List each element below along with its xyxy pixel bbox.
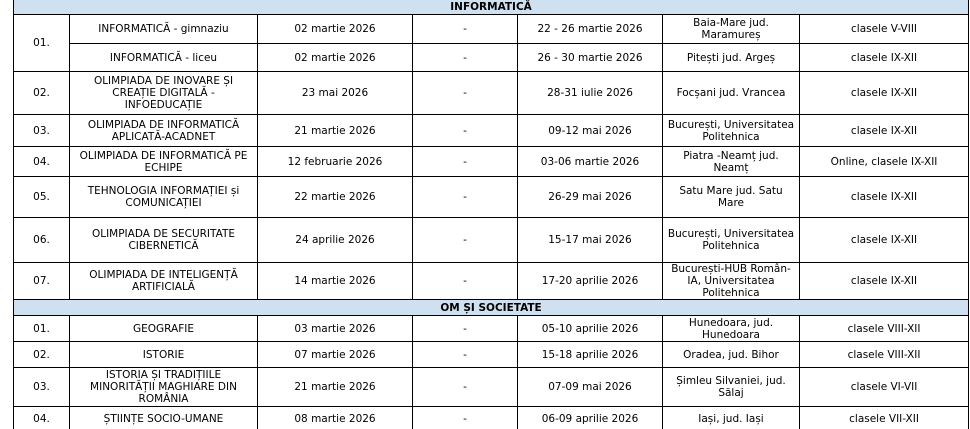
table-row (14, 115, 969, 147)
row-number: 01. (14, 316, 70, 342)
final-location: Satu Mare jud. Satu Mare (663, 177, 800, 218)
table-row (14, 44, 969, 72)
table-row (14, 218, 969, 263)
section-header-om-si-societate (14, 300, 969, 316)
olympiad-schedule-table (13, 0, 969, 429)
table-row (14, 72, 969, 115)
local-stage-date: 08 martie 2026 (258, 407, 413, 429)
competition-name: TEHNOLOGIA INFORMAȚIEI și COMUNICAȚIEI (70, 177, 258, 218)
local-stage-date: 23 mai 2026 (258, 72, 413, 115)
competition-name: GEOGRAFIE (70, 316, 258, 342)
local-stage-date: 22 martie 2026 (258, 177, 413, 218)
eligibility: clasele IX-XII (800, 72, 969, 115)
competition-name: INFORMATICĂ - gimnaziu (70, 15, 258, 44)
final-stage-date: 09-12 mai 2026 (518, 115, 663, 147)
competition-name: OLIMPIADA DE INTELIGENȚĂ ARTIFICIALĂ (70, 263, 258, 300)
stage-dash: - (413, 44, 518, 72)
final-stage-date: 17-20 aprilie 2026 (518, 263, 663, 300)
stage-dash: - (413, 316, 518, 342)
table-row (14, 407, 969, 429)
local-stage-date: 07 martie 2026 (258, 342, 413, 368)
competition-name: INFORMATICĂ - liceu (70, 44, 258, 72)
local-stage-date: 14 martie 2026 (258, 263, 413, 300)
stage-dash: - (413, 177, 518, 218)
stage-dash: - (413, 407, 518, 429)
competition-name: OLIMPIADA DE SECURITATE CIBERNETICĂ (70, 218, 258, 263)
local-stage-date: 12 februarie 2026 (258, 147, 413, 177)
final-location: Iași, jud. Iași (663, 407, 800, 429)
local-stage-date: 24 aprilie 2026 (258, 218, 413, 263)
table-row (14, 263, 969, 300)
final-stage-date: 26 - 30 martie 2026 (518, 44, 663, 72)
eligibility: clasele IX-XII (800, 115, 969, 147)
eligibility: Online, clasele IX-XII (800, 147, 969, 177)
eligibility: clasele IX-XII (800, 44, 969, 72)
eligibility: clasele VII-XII (800, 407, 969, 429)
final-location: Oradea, jud. Bihor (663, 342, 800, 368)
section-title: INFORMATICĂ (14, 0, 969, 15)
eligibility: clasele IX-XII (800, 177, 969, 218)
local-stage-date: 03 martie 2026 (258, 316, 413, 342)
row-number: 03. (14, 115, 70, 147)
row-number: 03. (14, 368, 70, 407)
final-location: București, Universitatea Politehnica (663, 218, 800, 263)
final-location: București-HUB Român-IA, Universitatea Politehnica (663, 263, 800, 300)
stage-dash: - (413, 368, 518, 407)
eligibility: clasele VIII-XII (800, 342, 969, 368)
final-location: Hunedoara, jud. Hunedoara (663, 316, 800, 342)
section-title: OM ȘI SOCIETATE (14, 300, 969, 316)
local-stage-date: 02 martie 2026 (258, 44, 413, 72)
final-stage-date: 22 - 26 martie 2026 (518, 15, 663, 44)
table-row (14, 368, 969, 407)
row-number: 02. (14, 342, 70, 368)
competition-name: OLIMPIADA DE INFORMATICĂ PE ECHIPE (70, 147, 258, 177)
table-row (14, 316, 969, 342)
final-stage-date: 15-17 mai 2026 (518, 218, 663, 263)
final-stage-date: 03-06 martie 2026 (518, 147, 663, 177)
final-location: Șimleu Silvaniei, jud. Sălaj (663, 368, 800, 407)
final-stage-date: 05-10 aprilie 2026 (518, 316, 663, 342)
final-location: Baia-Mare jud. Maramureș (663, 15, 800, 44)
local-stage-date: 02 martie 2026 (258, 15, 413, 44)
row-number: 06. (14, 218, 70, 263)
stage-dash: - (413, 263, 518, 300)
eligibility: clasele IX-XII (800, 218, 969, 263)
competition-name: ȘTIINȚE SOCIO-UMANE (70, 407, 258, 429)
final-stage-date: 06-09 aprilie 2026 (518, 407, 663, 429)
stage-dash: - (413, 147, 518, 177)
final-stage-date: 28-31 iulie 2026 (518, 72, 663, 115)
stage-dash: - (413, 115, 518, 147)
stage-dash: - (413, 218, 518, 263)
eligibility: clasele IX-XII (800, 263, 969, 300)
stage-dash: - (413, 72, 518, 115)
local-stage-date: 21 martie 2026 (258, 368, 413, 407)
eligibility: clasele VI-VII (800, 368, 969, 407)
row-number: 07. (14, 263, 70, 300)
eligibility: clasele VIII-XII (800, 316, 969, 342)
row-number: 04. (14, 147, 70, 177)
row-number: 02. (14, 72, 70, 115)
table-row (14, 147, 969, 177)
final-stage-date: 15-18 aprilie 2026 (518, 342, 663, 368)
row-number: 04. (14, 407, 70, 429)
final-location: București, Universitatea Politehnica (663, 115, 800, 147)
final-location: Piatra -Neamț jud. Neamț (663, 147, 800, 177)
row-number: 05. (14, 177, 70, 218)
stage-dash: - (413, 15, 518, 44)
table-row (14, 177, 969, 218)
table-row (14, 15, 969, 44)
final-location: Focșani jud. Vrancea (663, 72, 800, 115)
table-row (14, 342, 969, 368)
final-location: Pitești jud. Argeș (663, 44, 800, 72)
local-stage-date: 21 martie 2026 (258, 115, 413, 147)
row-number: 01. (14, 15, 70, 72)
competition-name: OLIMPIADA DE INOVARE ȘI CREAȚIE DIGITALĂ - INFOEDUCAȚIE (70, 72, 258, 115)
section-header-informatica (14, 0, 969, 15)
competition-name: ISTORIE (70, 342, 258, 368)
competition-name: OLIMPIADA DE INFORMATICĂ APLICATĂ-ACADNET (70, 115, 258, 147)
final-stage-date: 26-29 mai 2026 (518, 177, 663, 218)
eligibility: clasele V-VIII (800, 15, 969, 44)
final-stage-date: 07-09 mai 2026 (518, 368, 663, 407)
stage-dash: - (413, 342, 518, 368)
competition-name: ISTORIA ȘI TRADIȚIILE MINORITĂȚII MAGHIARE DIN ROMÂNIA (70, 368, 258, 407)
